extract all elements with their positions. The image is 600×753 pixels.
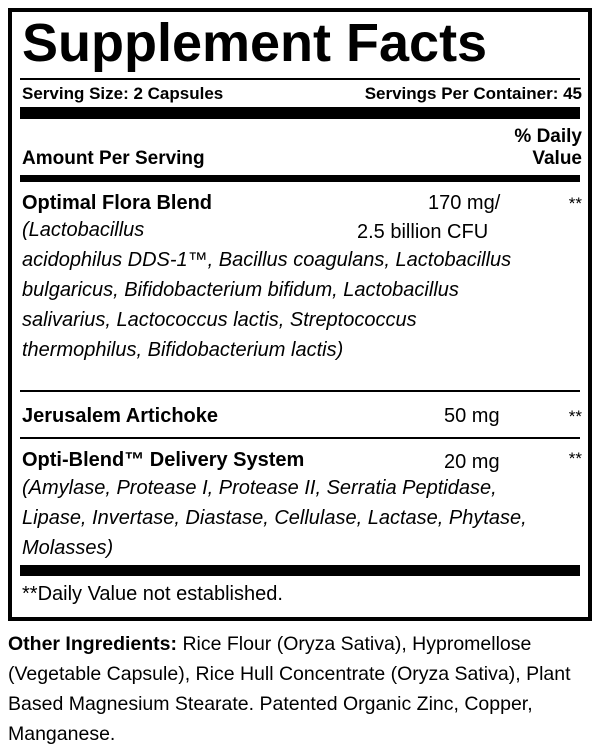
- other-ingredients: [8, 629, 593, 749]
- row-divider: [20, 390, 580, 392]
- daily-value-header: [514, 126, 582, 170]
- amount-per-serving-header: Amount Per Serving: [22, 148, 205, 169]
- panel-title: Supplement Facts: [22, 13, 488, 73]
- title-rule: [20, 78, 580, 80]
- other-ingredients-label: Other Ingredients:: [8, 633, 178, 655]
- ingredient-name: Jerusalem Artichoke: [22, 405, 219, 427]
- ingredient-sub-list: (Amylase, Protease I, Protease II, Serratia Peptidase, Lipase, Invertase, Diastase, Cellulase, Lactase, Phytase, Molasses): [22, 477, 527, 559]
- serving-size: Serving Size: 2 Capsules: [22, 84, 224, 103]
- footnote: **Daily Value not established.: [22, 583, 283, 605]
- ingredient-name: Opti-Blend™ Delivery System: [22, 449, 305, 471]
- supplement-facts-panel: [8, 8, 592, 621]
- ingredient-daily-value: **: [568, 407, 582, 426]
- ingredient-amount-cfu: 2.5 billion CFU: [357, 221, 489, 243]
- ingredient-daily-value: **: [568, 194, 582, 213]
- header-rule: [20, 175, 580, 182]
- ingredient-sub-list: acidophilus DDS-1™, Bacillus coagulans, Lactobacillus bulgaricus, Bifidobacterium bifidum, Lactobacillus salivarius, Lactococcus lactis, Streptococcus thermophilus, Bifidobacterium lactis): [22, 249, 512, 361]
- servings-per-container: Servings Per Container: 45: [364, 84, 582, 103]
- thick-rule-top: [20, 107, 580, 119]
- ingredient-sub-first: (Lactobacillus: [22, 219, 145, 241]
- thick-rule-bottom: [20, 565, 580, 576]
- daily-value-header-line1: % Daily: [514, 126, 582, 147]
- row-divider: [20, 437, 580, 439]
- ingredient-amount: 20 mg: [444, 451, 500, 473]
- daily-value-header-line2: Value: [532, 148, 582, 169]
- ingredient-name: Optimal Flora Blend: [22, 192, 213, 214]
- ingredient-amount: 50 mg: [444, 405, 500, 427]
- ingredient-daily-value: **: [568, 449, 582, 468]
- other-ingredients-text: Rice Flour (Oryza Sativa), Hypromellose (Vegetable Capsule), Rice Hull Concentrate (Oryza Sativa), Plant Based Magnesium Stearate. Patented Organic Zinc, Copper, Manganese.: [8, 633, 571, 745]
- ingredient-amount: 170 mg/: [428, 192, 501, 214]
